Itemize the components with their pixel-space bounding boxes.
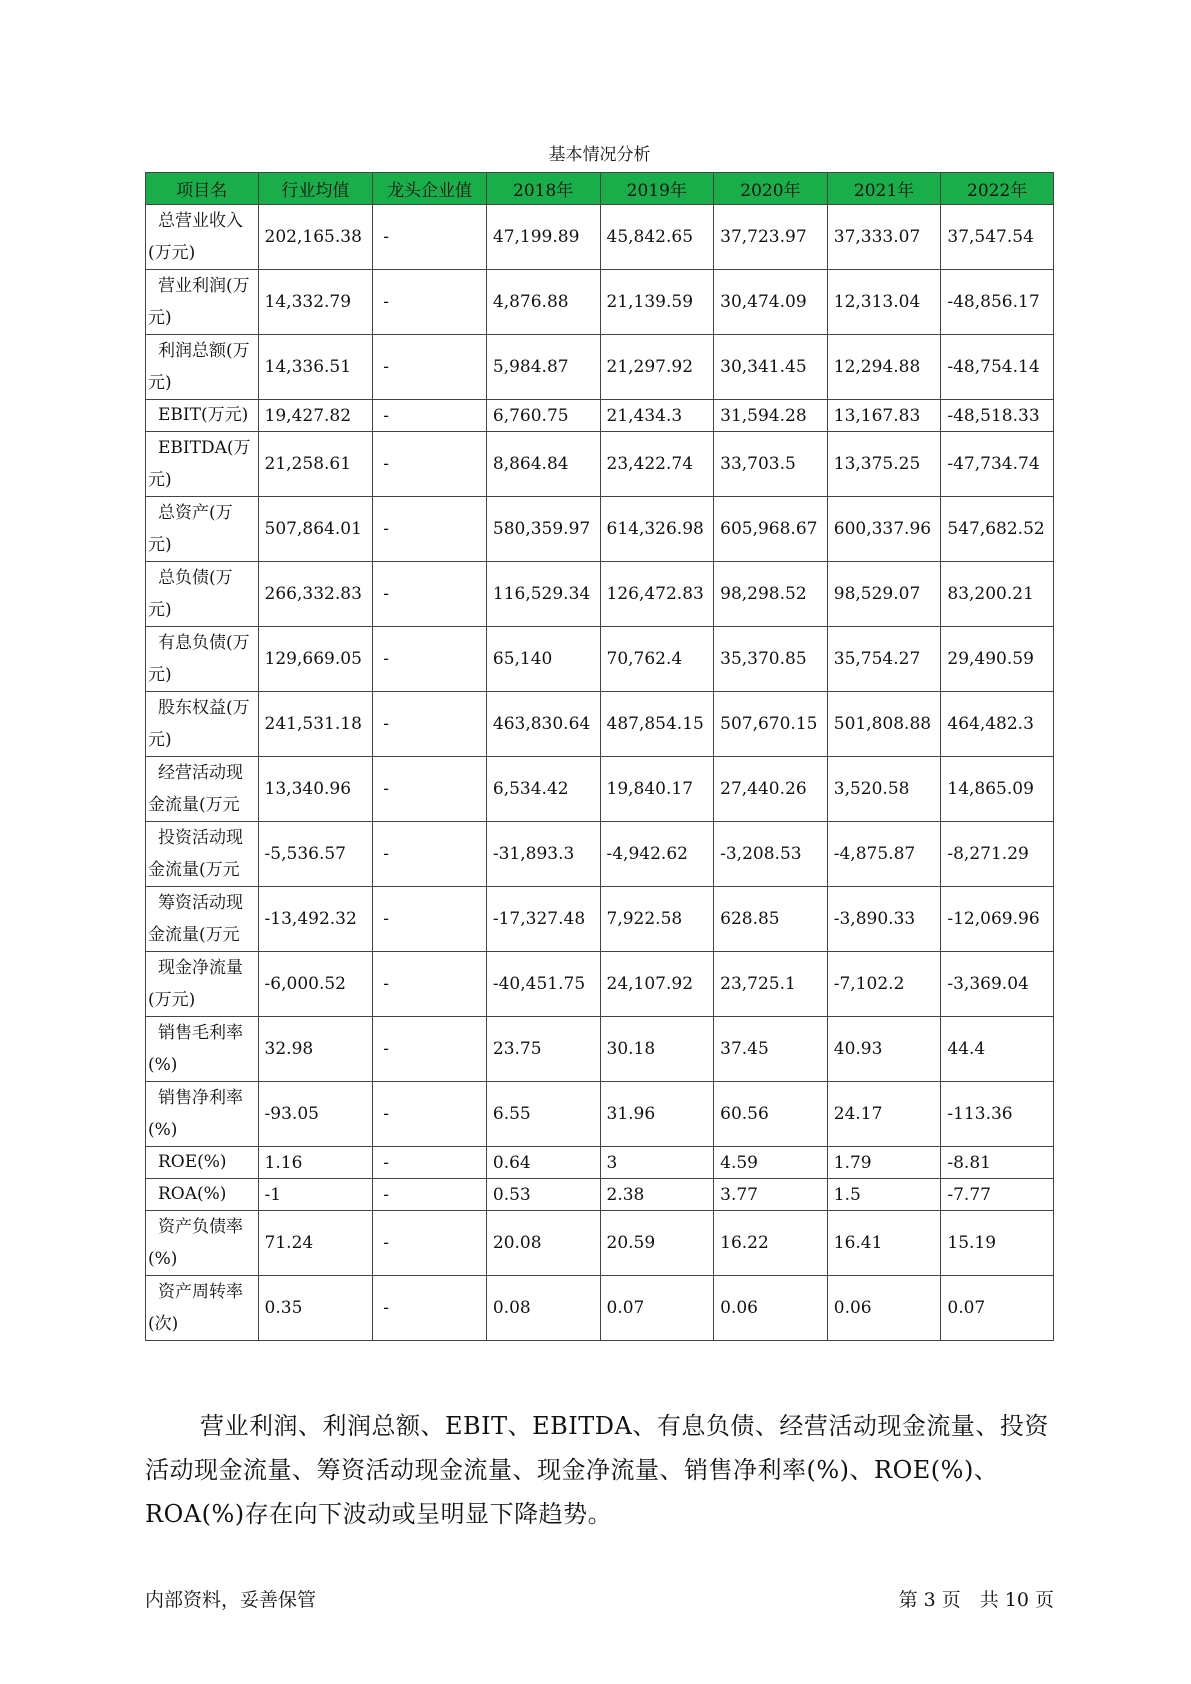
table-row	[146, 692, 1054, 757]
table-cell: -13,492.32	[258, 887, 373, 952]
table-row	[146, 497, 1054, 562]
row-label: 销售净利率(%)	[146, 1082, 259, 1147]
table-cell: 31,594.28	[714, 400, 828, 432]
table-cell: 20.08	[486, 1211, 600, 1276]
table-cell: 24.17	[827, 1082, 941, 1147]
table-cell: 3,520.58	[827, 757, 941, 822]
table-cell: -	[373, 1082, 487, 1147]
table-cell: 628.85	[714, 887, 828, 952]
table-cell: 37,547.54	[941, 205, 1054, 270]
table-cell: -5,536.57	[258, 822, 373, 887]
table-cell: 463,830.64	[486, 692, 600, 757]
table-cell: 12,313.04	[827, 270, 941, 335]
table-cell: -8.81	[941, 1147, 1054, 1179]
table-cell: 0.07	[941, 1276, 1054, 1341]
row-label: ROE(%)	[146, 1147, 259, 1179]
table-row	[146, 822, 1054, 887]
table-cell: -4,875.87	[827, 822, 941, 887]
table-cell: -3,890.33	[827, 887, 941, 952]
table-cell: 3	[600, 1147, 714, 1179]
table-cell: -	[373, 497, 487, 562]
table-row	[146, 1179, 1054, 1211]
table-cell: 35,754.27	[827, 627, 941, 692]
table-cell: -12,069.96	[941, 887, 1054, 952]
table-cell: 266,332.83	[258, 562, 373, 627]
table-cell: 20.59	[600, 1211, 714, 1276]
table-cell: 13,167.83	[827, 400, 941, 432]
table-row	[146, 205, 1054, 270]
table-cell: 2.38	[600, 1179, 714, 1211]
row-label: 资产负债率(%)	[146, 1211, 259, 1276]
row-label: 资产周转率(次)	[146, 1276, 259, 1341]
table-cell: 0.06	[714, 1276, 828, 1341]
column-header: 2022年	[941, 173, 1054, 205]
row-label: ROA(%)	[146, 1179, 259, 1211]
table-cell: -40,451.75	[486, 952, 600, 1017]
table-cell: 501,808.88	[827, 692, 941, 757]
table-cell: 37,333.07	[827, 205, 941, 270]
table-cell: 0.08	[486, 1276, 600, 1341]
row-label: 经营活动现金流量(万元	[146, 757, 259, 822]
table-cell: 21,297.92	[600, 335, 714, 400]
table-cell: -3,208.53	[714, 822, 828, 887]
table-cell: 4.59	[714, 1147, 828, 1179]
table-cell: 15.19	[941, 1211, 1054, 1276]
table-cell: 614,326.98	[600, 497, 714, 562]
table-cell: 44.4	[941, 1017, 1054, 1082]
column-header: 项目名	[146, 173, 259, 205]
table-cell: -113.36	[941, 1082, 1054, 1147]
table-cell: -	[373, 1211, 487, 1276]
table-cell: -	[373, 887, 487, 952]
table-cell: 21,258.61	[258, 432, 373, 497]
row-label: 筹资活动现金流量(万元	[146, 887, 259, 952]
table-cell: -6,000.52	[258, 952, 373, 1017]
table-row	[146, 1147, 1054, 1179]
table-cell: 116,529.34	[486, 562, 600, 627]
table-cell: 0.64	[486, 1147, 600, 1179]
table-cell: 23.75	[486, 1017, 600, 1082]
table-cell: 37.45	[714, 1017, 828, 1082]
table-cell: -3,369.04	[941, 952, 1054, 1017]
table-cell: 464,482.3	[941, 692, 1054, 757]
table-cell: -48,754.14	[941, 335, 1054, 400]
table-cell: 547,682.52	[941, 497, 1054, 562]
table-cell: -48,518.33	[941, 400, 1054, 432]
row-label: 股东权益(万元)	[146, 692, 259, 757]
table-cell: 0.53	[486, 1179, 600, 1211]
table-cell: -7,102.2	[827, 952, 941, 1017]
table-cell: 0.06	[827, 1276, 941, 1341]
table-cell: 30,341.45	[714, 335, 828, 400]
table-cell: 6,534.42	[486, 757, 600, 822]
table-cell: -	[373, 692, 487, 757]
table-cell: 40.93	[827, 1017, 941, 1082]
column-header: 龙头企业值	[373, 173, 487, 205]
table-cell: 35,370.85	[714, 627, 828, 692]
table-cell: 98,298.52	[714, 562, 828, 627]
table-cell: 14,336.51	[258, 335, 373, 400]
table-cell: 37,723.97	[714, 205, 828, 270]
table-row	[146, 562, 1054, 627]
table-cell: 241,531.18	[258, 692, 373, 757]
table-caption: 基本情况分析	[548, 145, 651, 165]
row-label: 利润总额(万元)	[146, 335, 259, 400]
table-cell: 33,703.5	[714, 432, 828, 497]
table-cell: -48,856.17	[941, 270, 1054, 335]
table-cell: 30.18	[600, 1017, 714, 1082]
column-header: 2021年	[827, 173, 941, 205]
table-cell: -7.77	[941, 1179, 1054, 1211]
table-cell: 1.16	[258, 1147, 373, 1179]
table-cell: 23,422.74	[600, 432, 714, 497]
column-header: 2018年	[486, 173, 600, 205]
table-cell: 21,434.3	[600, 400, 714, 432]
table-cell: -	[373, 822, 487, 887]
table-cell: -	[373, 400, 487, 432]
table-row	[146, 400, 1054, 432]
table-cell: 19,427.82	[258, 400, 373, 432]
table-cell: 12,294.88	[827, 335, 941, 400]
row-label: 总营业收入(万元)	[146, 205, 259, 270]
table-cell: 580,359.97	[486, 497, 600, 562]
table-cell: 202,165.38	[258, 205, 373, 270]
column-header: 2019年	[600, 173, 714, 205]
row-label: 投资活动现金流量(万元	[146, 822, 259, 887]
table-cell: 21,139.59	[600, 270, 714, 335]
table-cell: 27,440.26	[714, 757, 828, 822]
table-row	[146, 627, 1054, 692]
table-cell: 6,760.75	[486, 400, 600, 432]
financial-table	[145, 172, 1054, 1341]
row-label: 总负债(万元)	[146, 562, 259, 627]
table-cell: 14,865.09	[941, 757, 1054, 822]
row-label: EBIT(万元)	[146, 400, 259, 432]
table-cell: -	[373, 952, 487, 1017]
table-cell: 83,200.21	[941, 562, 1054, 627]
column-header: 行业均值	[258, 173, 373, 205]
table-cell: 30,474.09	[714, 270, 828, 335]
table-cell: -	[373, 335, 487, 400]
table-cell: 65,140	[486, 627, 600, 692]
table-cell: 4,876.88	[486, 270, 600, 335]
table-row	[146, 270, 1054, 335]
table-cell: -8,271.29	[941, 822, 1054, 887]
column-header: 2020年	[714, 173, 828, 205]
table-cell: 29,490.59	[941, 627, 1054, 692]
table-cell: 605,968.67	[714, 497, 828, 562]
row-label: 现金净流量(万元)	[146, 952, 259, 1017]
table-cell: -	[373, 757, 487, 822]
table-cell: 14,332.79	[258, 270, 373, 335]
table-cell: -	[373, 562, 487, 627]
row-label: 有息负债(万元)	[146, 627, 259, 692]
table-cell: -1	[258, 1179, 373, 1211]
table-cell: 487,854.15	[600, 692, 714, 757]
table-cell: 600,337.96	[827, 497, 941, 562]
table-cell: -4,942.62	[600, 822, 714, 887]
table-cell: 5,984.87	[486, 335, 600, 400]
page-number: 第 3 页 共 10 页	[898, 1589, 1054, 1611]
table-cell: -	[373, 205, 487, 270]
table-row	[146, 335, 1054, 400]
table-row	[146, 1017, 1054, 1082]
table-cell: 0.35	[258, 1276, 373, 1341]
table-cell: -	[373, 270, 487, 335]
table-cell: -	[373, 1147, 487, 1179]
row-label: 销售毛利率(%)	[146, 1017, 259, 1082]
table-cell: 24,107.92	[600, 952, 714, 1017]
table-cell: 31.96	[600, 1082, 714, 1147]
table-cell: 32.98	[258, 1017, 373, 1082]
table-cell: 60.56	[714, 1082, 828, 1147]
table-cell: 1.5	[827, 1179, 941, 1211]
table-cell: 126,472.83	[600, 562, 714, 627]
table-cell: 13,340.96	[258, 757, 373, 822]
table-cell: 3.77	[714, 1179, 828, 1211]
table-cell: 19,840.17	[600, 757, 714, 822]
table-cell: -17,327.48	[486, 887, 600, 952]
table-cell: -	[373, 1017, 487, 1082]
row-label: EBITDA(万元)	[146, 432, 259, 497]
table-cell: 23,725.1	[714, 952, 828, 1017]
row-label: 营业利润(万元)	[146, 270, 259, 335]
table-cell: -47,734.74	[941, 432, 1054, 497]
table-cell: 47,199.89	[486, 205, 600, 270]
table-cell: 507,670.15	[714, 692, 828, 757]
table-cell: 13,375.25	[827, 432, 941, 497]
table-cell: 71.24	[258, 1211, 373, 1276]
table-cell: 7,922.58	[600, 887, 714, 952]
table-cell: -	[373, 432, 487, 497]
table-cell: 16.22	[714, 1211, 828, 1276]
table-cell: -	[373, 1179, 487, 1211]
table-row	[146, 432, 1054, 497]
row-label: 总资产(万元)	[146, 497, 259, 562]
table-cell: 1.79	[827, 1147, 941, 1179]
footer-confidential-note: 内部资料，妥善保管	[145, 1589, 317, 1611]
table-cell: -	[373, 1276, 487, 1341]
table-row	[146, 1276, 1054, 1341]
table-row	[146, 952, 1054, 1017]
table-cell: 45,842.65	[600, 205, 714, 270]
table-cell: 16.41	[827, 1211, 941, 1276]
table-cell: 507,864.01	[258, 497, 373, 562]
table-cell: 129,669.05	[258, 627, 373, 692]
table-row	[146, 1211, 1054, 1276]
table-cell: -31,893.3	[486, 822, 600, 887]
table-cell: -	[373, 627, 487, 692]
table-row	[146, 1082, 1054, 1147]
table-cell: 70,762.4	[600, 627, 714, 692]
table-cell: 98,529.07	[827, 562, 941, 627]
table-row	[146, 887, 1054, 952]
table-cell: 8,864.84	[486, 432, 600, 497]
table-cell: 0.07	[600, 1276, 714, 1341]
table-header-row	[146, 173, 1054, 205]
table-cell: -93.05	[258, 1082, 373, 1147]
analysis-paragraph: 营业利润、利润总额、EBIT、EBITDA、有息负债、经营活动现金流量、投资活动现金流量、筹资活动现金流量、现金净流量、销售净利率(%)、ROE(%)、ROA(%)存在向下波动或呈明显下降趋势。	[145, 1412, 1049, 1528]
table-cell: 6.55	[486, 1082, 600, 1147]
table-row	[146, 757, 1054, 822]
